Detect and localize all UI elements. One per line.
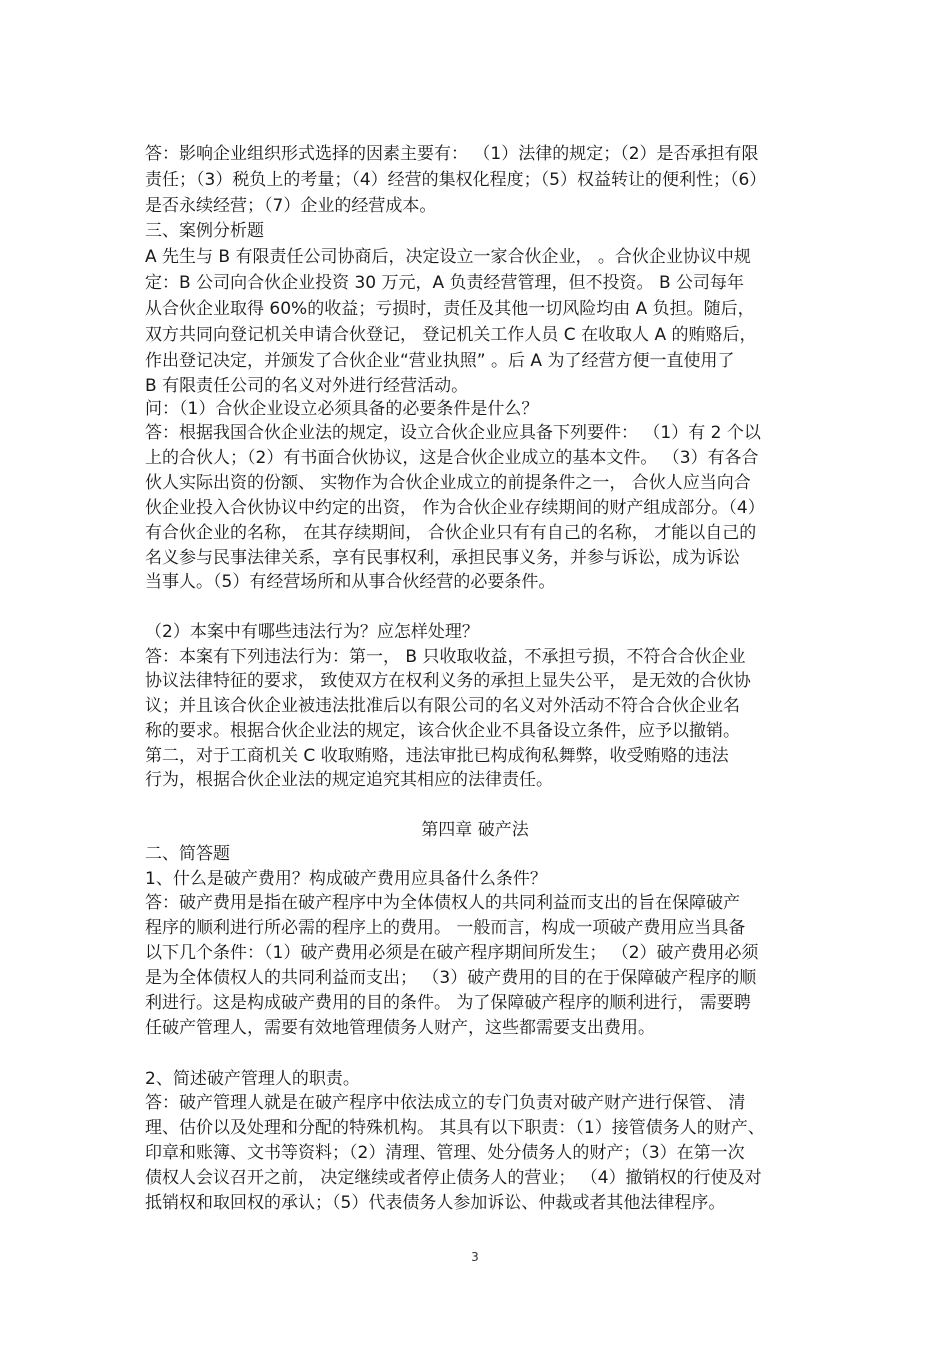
text-line: 上的合伙人；（2）有书面合伙协议，这是合伙企业成立的基本文件。 （3）有各合 xyxy=(145,448,759,468)
question-line: 1、什么是破产费用？构成破产费用应具备什么条件？ xyxy=(145,869,547,889)
text-line: 定：B 公司向合伙企业投资 30 万元，A 负责经营管理，但不投资。 B 公司每年 xyxy=(145,273,745,293)
text-line: 从合伙企业取得 60%的收益；亏损时，责任及其他一切风险均由 A 负担。随后， xyxy=(145,299,755,319)
section-heading: 三、案例分析题 xyxy=(145,221,264,241)
text-line: 答：破产费用是指在破产程序中为全体债权人的共同利益而支出的旨在保障破产 xyxy=(145,893,740,913)
text-line: 利进行。这是构成破产费用的目的条件。 为了保障破产程序的顺利进行， 需要聘 xyxy=(145,993,751,1013)
question-line: 问：（1）合伙企业设立必须具备的必要条件是什么？ xyxy=(145,399,539,419)
text-line: B 有限责任公司的名义对外进行经营活动。 xyxy=(145,376,469,396)
text-line: 称的要求。根据合伙企业法的规定，该合伙企业不具备设立条件，应予以撤销。 xyxy=(145,721,740,741)
page-number: 3 xyxy=(471,1250,479,1264)
text-line: 答：根据我国合伙企业法的规定，设立合伙企业应具备下列要件： （1）有 2 个以 xyxy=(145,423,761,443)
text-line: 债权人会议召开之前， 决定继续或者停止债务人的营业； （4）撤销权的行使及对 xyxy=(145,1168,762,1188)
question-line: 2、简述破产管理人的职责。 xyxy=(145,1069,360,1089)
question-line: （2）本案中有哪些违法行为？应怎样处理？ xyxy=(145,622,479,642)
text-line: 当事人。（5）有经营场所和从事合伙经营的必要条件。 xyxy=(145,572,556,592)
text-line: 双方共同向登记机关申请合伙登记， 登记机关工作人员 C 在收取人 A 的贿赂后， xyxy=(145,325,757,345)
text-line: 第二，对于工商机关 C 收取贿赂，违法审批已构成徇私舞弊，收受贿赂的违法 xyxy=(145,746,729,766)
text-line: 是为全体债权人的共同利益而支出； （3）破产费用的目的在于保障破产程序的顺 xyxy=(145,968,757,988)
text-line: 议；并且该合伙企业被违法批准后以有限公司的名义对外活动不符合合伙企业名 xyxy=(145,696,740,716)
text-line: 抵销权和取回权的承认；（5）代表债务人参加诉讼、仲裁或者其他法律程序。 xyxy=(145,1193,726,1213)
text-line: 作出登记决定，并颁发了合伙企业“营业执照” 。后 A 为了经营方便一直使用了 xyxy=(145,351,735,371)
section-heading: 二、简答题 xyxy=(145,844,230,864)
text-line: 印章和账簿、文书等资料；（2）清理、管理、处分债务人的财产；（3）在第一次 xyxy=(145,1143,745,1163)
text-line: 伙企业投入合伙协议中约定的出资， 作为合伙企业存续期间的财产组成部分。（4） xyxy=(145,498,765,518)
text-line: 答：本案有下列违法行为：第一， B 只收取收益，不承担亏损，不符合合伙企业 xyxy=(145,647,746,667)
text-line: 伙人实际出资的份额、 实物作为合伙企业成立的前提条件之一， 合伙人应当向合 xyxy=(145,473,751,493)
text-line: A 先生与 B 有限责任公司协商后，决定设立一家合伙企业， 。合伙企业协议中规 xyxy=(145,247,751,267)
text-line: 是否永续经营；（7）企业的经营成本。 xyxy=(145,196,437,216)
text-line: 行为，根据合伙企业法的规定追究其相应的法律责任。 xyxy=(145,770,553,790)
text-line: 有合伙企业的名称， 在其存续期间， 合伙企业只有有自己的名称， 才能以自己的 xyxy=(145,523,757,543)
text-line: 责任；（3）税负上的考量；（4）经营的集权化程度；（5）权益转让的便利性；（6） xyxy=(145,170,767,190)
text-line: 理、估价以及处理和分配的特殊机构。 其具有以下职责：（1）接管债务人的财产、 xyxy=(145,1118,765,1138)
text-line: 协议法律特征的要求， 致使双方在权利义务的承担上显失公平， 是无效的合伙协 xyxy=(145,671,751,691)
text-line: 答：破产管理人就是在破产程序中依法成立的专门负责对破产财产进行保管、 清 xyxy=(145,1093,746,1113)
text-line: 任破产管理人，需要有效地管理债务人财产，这些都需要支出费用。 xyxy=(145,1018,655,1038)
text-line: 答：影响企业组织形式选择的因素主要有： （1）法律的规定；（2）是否承担有限 xyxy=(145,144,759,164)
text-line: 以下几个条件：（1）破产费用必须是在破产程序期间所发生； （2）破产费用必须 xyxy=(145,943,759,963)
text-line: 名义参与民事法律关系，享有民事权利，承担民事义务，并参与诉讼，成为诉讼 xyxy=(145,548,740,568)
chapter-title: 第四章 破产法 xyxy=(421,820,529,840)
text-line: 程序的顺利进行所必需的程序上的费用。 一般而言，构成一项破产费用应当具备 xyxy=(145,918,746,938)
